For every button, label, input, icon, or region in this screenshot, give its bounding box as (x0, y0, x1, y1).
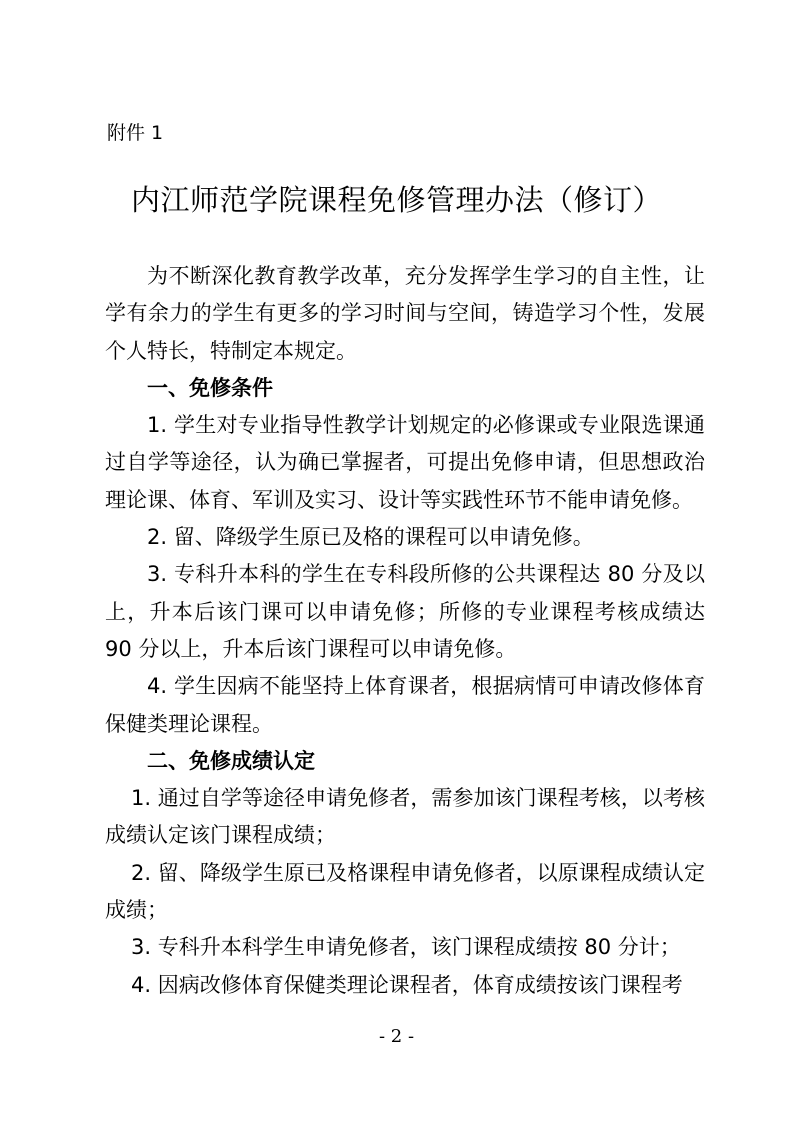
section1-item-1: 1. 学生对专业指导性教学计划规定的必修课或专业限选课通过自学等途径，认为确已掌握者，可提出免修申请，但思想政治理论课、体育、军训及实习、设计等实践性环节不能申请免修。 (105, 413, 705, 512)
document-body (105, 258, 705, 1004)
attachment-label: 附件 1 (107, 122, 164, 144)
page-number: - 2 - (378, 1026, 415, 1047)
section1-item-3: 3. 专科升本科的学生在专科段所修的公共课程达 80 分及以上，升本后该门课可以申请免修；所修的专业课程考核成绩达 90 分以上，升本后该门课程可以申请免修。 (105, 562, 705, 661)
section2-item-3: 3. 专科升本科学生申请免修者，该门课程成绩按 80 分计； (131, 935, 681, 960)
section2-item-4: 4. 因病改修体育保健类理论课程者，体育成绩按该门课程考 (131, 972, 683, 997)
section1-item-2: 2. 留、降级学生原已及格的课程可以申请免修。 (147, 525, 594, 550)
section2-item-1: 1. 通过自学等途径申请免修者，需参加该门课程考核，以考核成绩认定该门课程成绩； (105, 786, 705, 848)
document-title: 内江师范学院课程免修管理办法（修订） (130, 183, 662, 217)
section2-item-2: 2. 留、降级学生原已及格课程申请免修者，以原课程成绩认定成绩； (105, 860, 705, 923)
section-heading-2: 二、免修成绩认定 (147, 748, 315, 773)
intro-paragraph: 为不断深化教育教学改革，充分发挥学生学习的自主性，让学有余力的学生有更多的学习时间与空间，铸造学习个性，发展个人特长，特制定本规定。 (105, 264, 705, 363)
section-heading-1: 一、免修条件 (147, 375, 273, 400)
section1-item-4: 4. 学生因病不能坚持上体育课者，根据病情可申请改修体育保健类理论课程。 (105, 674, 705, 736)
